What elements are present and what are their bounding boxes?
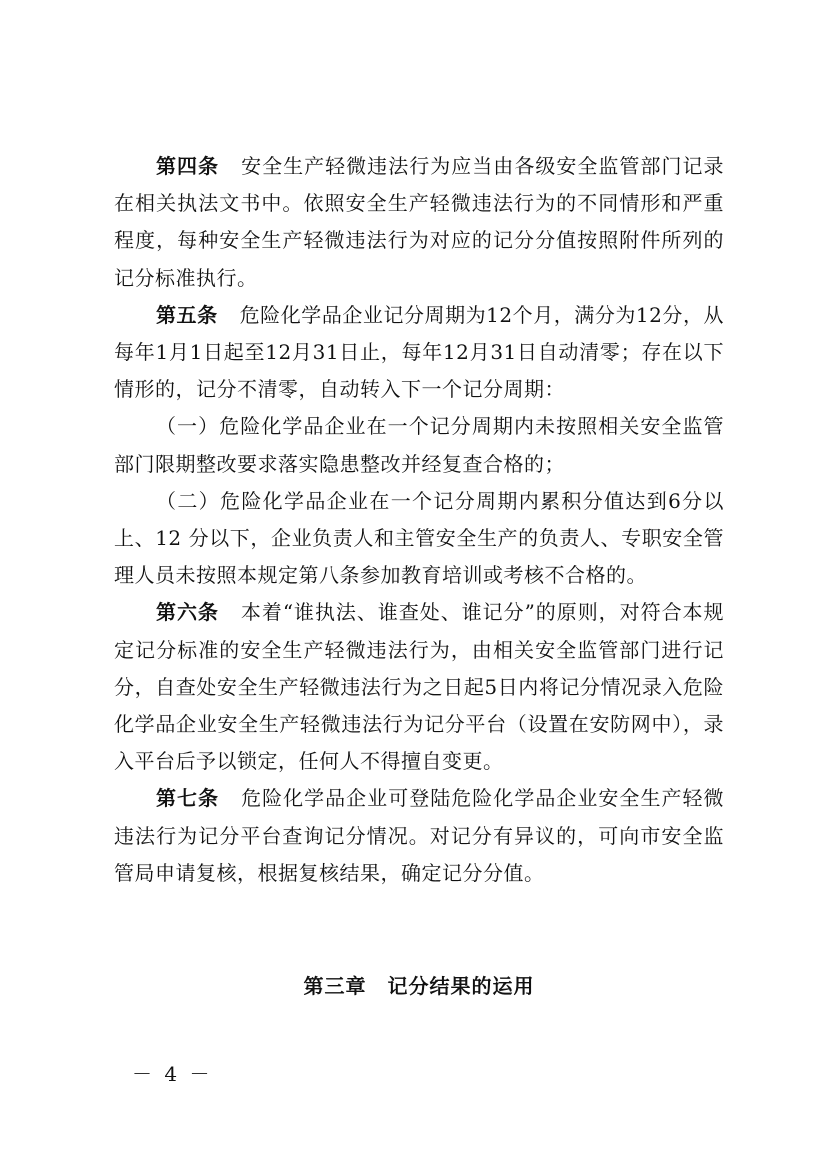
list-item: （二）危险化学品企业在一个记分周期内累积分值达到6分以上、12 分以下，企业负责人和主管安全生产的负责人、专职安全管理人员未按照本规定第八条参加教育培训或考核不合格的。 — [114, 488, 724, 588]
body-text — [114, 148, 724, 892]
article-4 — [114, 148, 724, 297]
article-text: 本着“谁执法、谁查处、谁记分”的原则，对符合本规定记分标准的安全生产轻微违法行为，由相关安全监管部门进行记分，自查处安全生产轻微违法行为之日起5日内将记分情况录入危险化学品企业安全生产轻微违法行为记分平台（设置在安防网中），录入平台后予以锁定，任何人不得擅自变更。 — [114, 600, 724, 774]
article-label: 第四条 — [156, 154, 220, 178]
article-5 — [114, 297, 724, 409]
chapter-heading: 第三章 记分结果的运用 — [303, 974, 535, 998]
article-6 — [114, 594, 724, 780]
article-label: 第七条 — [156, 786, 220, 811]
article-text: 危险化学品企业记分周期为12个月，满分为12分，从每年1月1日起至12月31日止，每年12月31日自动清零；存在以下情形的，记分不清零，自动转入下一个记分周期： — [114, 302, 725, 402]
article-text: 危险化学品企业可登陆危险化学品企业安全生产轻微违法行为记分平台查询记分情况。对记分有异议的，可向市安全监管局申请复核，根据复核结果，确定记分分值。 — [114, 786, 725, 885]
article-7 — [114, 780, 724, 892]
article-label: 第六条 — [156, 600, 219, 625]
article-text: 安全生产轻微违法行为应当由各级安全监管部门记录在相关执法文书中。依照安全生产轻微违法行为的不同情形和严重程度，每种安全生产轻微违法行为对应的记分分值按照附件所列的记分标准执行。 — [114, 154, 725, 290]
article-label: 第五条 — [156, 302, 218, 327]
page-number: － 4 － — [132, 1062, 213, 1086]
list-item: （一）危险化学品企业在一个记分周期内未按照相关安全监管部门限期整改要求落实隐患整改并经复查合格的； — [114, 414, 724, 476]
